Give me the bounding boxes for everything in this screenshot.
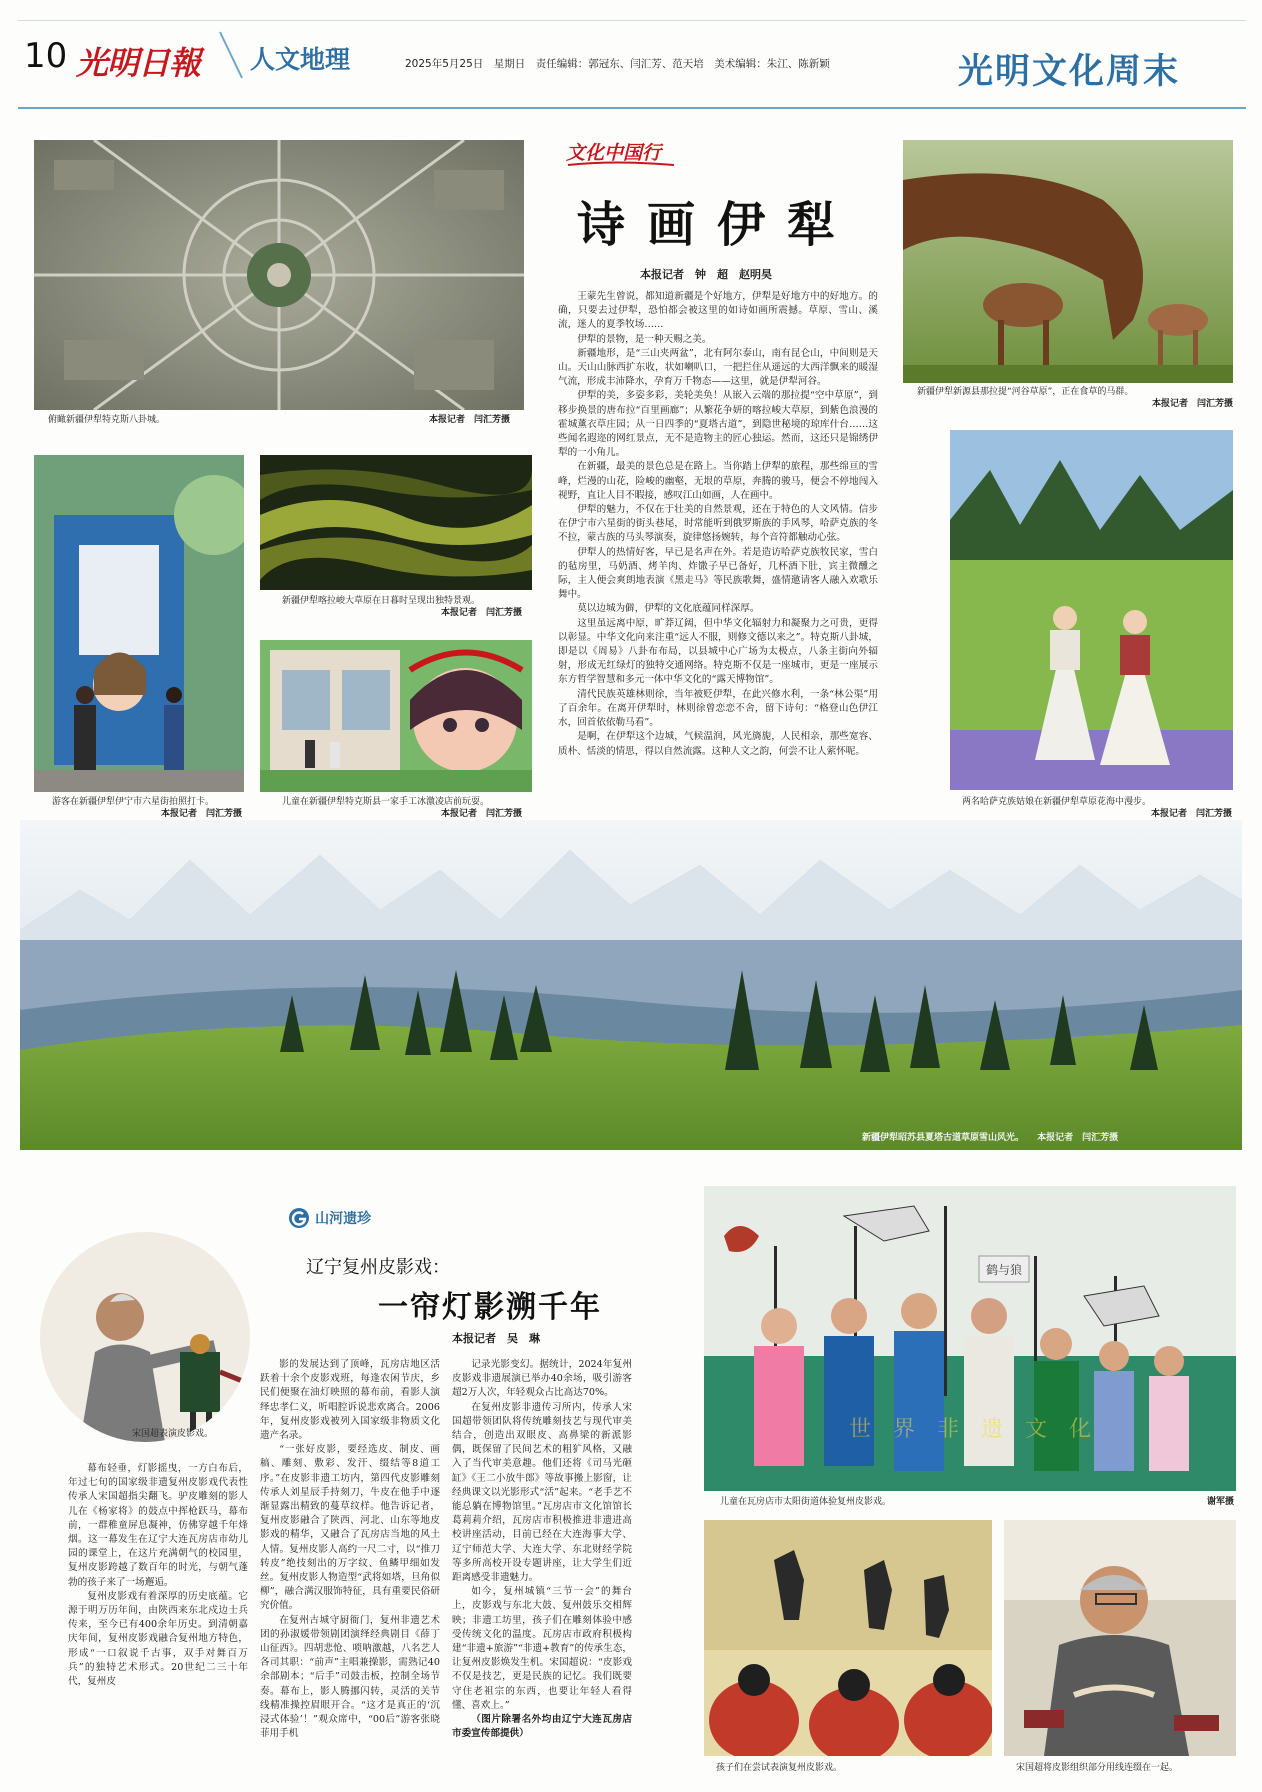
photo-kazakh-girls	[950, 430, 1233, 790]
photo-song-guochao-circle	[40, 1232, 250, 1442]
page-header	[0, 0, 1262, 112]
weekly-title: 光明文化周末	[958, 51, 1181, 92]
header-slash-icon	[216, 30, 246, 80]
section-title: 人文地理	[250, 45, 351, 74]
column-label-text: 山河遗珍	[315, 1211, 372, 1227]
kazakh-girls-illustration	[950, 430, 1233, 790]
caption-bagua	[48, 414, 510, 426]
article2-subtitle: 辽宁复州皮影戏：	[306, 1257, 450, 1278]
photo-mountain-panorama	[20, 820, 1242, 1150]
photo-kalajun-dusk	[260, 455, 532, 590]
paragraph: 伊犁的景物，是一种天赐之美。	[577, 333, 712, 345]
caption-credit: 本报记者 闫汇芳摄	[160, 809, 242, 819]
bagua-city-illustration	[34, 140, 524, 410]
caption-credit: 本报记者 闫汇芳摄	[440, 809, 522, 819]
caption-credit: 谢军摄	[1206, 1497, 1234, 1507]
kalajun-illustration	[260, 455, 532, 590]
caption-credit: 本报记者 闫汇芳摄	[1037, 1133, 1119, 1143]
photo-liuxing-street	[34, 455, 244, 792]
caption-text: 新疆伊犁昭苏县夏塔古道草原雪山风光。	[862, 1133, 1025, 1143]
caption-text: 新疆伊犁喀拉峻大草原在日暮时呈现出独特景观。	[282, 596, 481, 606]
paragraph: 王蒙先生曾说，都知道新疆是个好地方，伊犁是好地方中的好地方。的确，只要去过伊犁，恐怕都会被这里的如诗如画所震撼。草原、雪山、溪流，迷人的夏季牧场……	[558, 291, 878, 331]
article1-title: 诗画伊犁	[577, 197, 858, 253]
caption-text: 游客在新疆伊犁伊宁市六星街拍照打卡。	[52, 797, 215, 807]
photo-song-threading	[1004, 1520, 1236, 1756]
caption-text: 俯瞰新疆伊犁特克斯八卦城。	[48, 415, 166, 425]
caption-circle: 宋国超表演皮影戏。	[132, 1429, 214, 1439]
photo-horses	[903, 140, 1233, 383]
panorama-illustration	[20, 820, 1242, 1150]
paragraph: 伊犁的魅力，不仅在于壮美的自然景观，还在于特色的人文风情。信步在伊宁市六星街的街头巷尾，时常能听到俄罗斯族的手风琴，哈萨克族的冬不拉，蒙古族的马头琴演奏，旋律悠扬婉转，每个音符都触动心弦。	[558, 504, 878, 544]
column-logo: 文化中国行	[566, 142, 662, 164]
caption-icecream	[282, 796, 522, 819]
caption-kids-performing: 孩子们在尝试表演复州皮影戏。	[716, 1763, 843, 1773]
caption-text: 两名哈萨克族姑娘在新疆伊犁草原花海中漫步。	[962, 797, 1152, 807]
paragraph: （图片除署名外均由辽宁大连瓦房店市委宣传部提供）	[452, 1714, 632, 1740]
paragraph: 伊犁人的热情好客，早已是名声在外。若是造访哈萨克族牧民家，雪白的毡房里，马奶酒、烤羊肉、炸馓子早已备好，几杯酒下肚，宾主微醺之际，主人便会爽朗地表演《黑走马》等民族歌舞，盛情邀请客人融入欢歌乐舞中。	[558, 546, 878, 601]
article2-col2	[260, 1358, 440, 1741]
paragraph: 清代民族英雄林则徐，当年被贬伊犁，在此兴修水利，一条“林公渠”用了百余年。在离开伊犁时，林则徐曾恋恋不舍，留下诗句：“格登山色伊江水，回首依依勒马看”。	[558, 688, 878, 729]
header-top-rule	[18, 20, 1246, 21]
article2-col1	[68, 1462, 248, 1689]
caption-credit: 本报记者 闫汇芳摄	[1151, 399, 1233, 409]
article2-col3	[452, 1358, 632, 1741]
caption-text: 儿童在瓦房店市太阳街道体验复州皮影戏。	[720, 1497, 892, 1507]
caption-kalajun	[282, 595, 522, 618]
threading-illustration	[1004, 1520, 1236, 1756]
paragraph: 如今，复州城镇“三节一会”的舞台上，皮影戏与东北大鼓、复州鼓乐交相辉映；非遗工坊里，孩子们在雕刻体验中感受传统文化的温度。瓦房店市政府积极构建“非遗+旅游”“非遗+教育”的传承生态，让复州皮影焕发生机。宋国超说：“皮影戏不仅是技艺，更是民族的记忆。我们既要守住老祖宗的东西，也要让年轻人看得懂、喜欢上。”	[452, 1586, 632, 1711]
paragraph: 是啊，在伊犁这个边城，气候温润，风光旖旎，人民相亲，那些宽容、质朴、恬淡的情思，得以自然流露。这种人文之韵，何尝不让人萦怀呢。	[558, 731, 878, 757]
caption-horses	[917, 386, 1233, 409]
article1-body	[558, 290, 878, 759]
paragraph: 新疆地形，是“三山夹两盆”，北有阿尔泰山，南有昆仑山，中间则是天山。天山山脉西扩东收，状如喇叭口，一把拦住从遥远的大西洋飘来的暖湿气流，形成丰沛降水，孕育万千物态——这里，就是伊犁河谷。	[558, 347, 878, 388]
photo-kids-performing	[704, 1520, 992, 1756]
page-number: 10	[24, 36, 68, 76]
paragraph: 在复州皮影非遗传习所内，传承人宋国超带领团队将传统雕刻技艺与现代审美结合，创造出双眼皮、高鼻梁的新派影偶，既保留了民间艺术的粗犷风格，又融入了当代审美意趣。他们还将《司马光砸缸》《王二小放牛郎》等故事搬上影窗，让经典课文以光影形式“活”起来。“老手艺不能总躺在博物馆里。”瓦房店市文化馆馆长葛莉莉介绍，瓦房店市积极推进非遗进高校讲座活动，目前已经在大连海事大学、辽宁师范大学、大连大学、东北财经学院等多所高校开设专题讲座，让大学生们近距离感受非遗魅力。	[452, 1401, 632, 1584]
caption-children-puppets	[720, 1496, 1234, 1508]
caption-credit: 本报记者 闫汇芳摄	[440, 608, 522, 618]
liuxing-illustration	[34, 455, 244, 792]
article1-byline: 本报记者 钟 超 赵明昊	[640, 268, 772, 281]
paragraph: 影的发展达到了顶峰，瓦房店地区活跃着十余个皮影戏班，每逢农闲节庆，乡民们便聚在油灯映照的幕布前，看影人演绎忠孝仁义，听唱腔诉说悲欢离合。2006年，复州皮影戏被列入国家级非物质文化遗产名录。	[260, 1359, 440, 1442]
caption-threading: 宋国超将皮影组织部分用线连缀在一起。	[1016, 1763, 1179, 1773]
paragraph: 莫以边城为僻，伊犁的文化底蕴同样深厚。	[577, 603, 760, 615]
children-puppets-illustration	[704, 1186, 1236, 1491]
header-rule	[18, 107, 1246, 109]
article2-title: 一帘灯影溯千年	[378, 1290, 602, 1325]
puppeteer-illustration	[40, 1232, 250, 1442]
paragraph: 记录光影变幻。据统计，2024年复州皮影戏非遗展演已举办40余场，吸引游客超2万人次，年轻观众占比高达70%。	[452, 1359, 632, 1399]
caption-credit: 本报记者 闫汇芳摄	[428, 415, 510, 425]
paragraph: 在复州古城守厨衙门，复州非遗艺术团的孙淑媛带领剧团演绎经典剧目《薛丁山征西》。四胡悲怆、唢呐激越，八名艺人各司其职：“前声”主唱兼操影，需熟记40余部剧本；“后手”司鼓击板，控制全场节奏。幕布上，影人腾挪闪转，灵活的关节线精准操控眉眼开合。“这才是真正的‘沉浸式体验’！”观众席中，“00后”游客张晓菲用手机	[260, 1614, 440, 1740]
paragraph: 复州皮影戏有着深厚的历史底蕴。它源于明万历年间，由陕西来东北戍边士兵传来，至今已有400余年历史。到清朝嘉庆年间，复州皮影戏融合复州地方特色，形成“一口叙说千古事，双手对舞百万兵”的独特艺术形式。20世纪二三十年代，复州皮	[68, 1590, 248, 1688]
puppet-sign-text: 鹤与狼	[985, 1263, 1023, 1277]
photo-bagua-city	[34, 140, 524, 410]
kids-performing-illustration	[704, 1520, 992, 1756]
photo-children-puppets	[704, 1186, 1236, 1491]
paper-name-logo: 光明日報	[76, 44, 201, 82]
article2-byline: 本报记者 吴 琳	[452, 1332, 540, 1345]
header-meta: 2025年5月25日 星期日 责任编辑：郭冠东、闫汇芳、范天培 美术编辑：朱江、陈新颖	[405, 58, 830, 70]
paragraph: 这里虽远离中原，旷莽辽阔，但中华文化辐射力和凝聚力之可贵，更得以彰显。中华文化向来注重“远人不服，则修文德以来之”。特克斯八卦城，即是以《周易》八卦布布局，以县城中心广场为太极点，八条主街向外辐射，形成无红绿灯的独特交通网络。特克斯不仅是一座城市，更是一座展示东方哲学智慧和多元一体中华文化的“露天博物馆”。	[558, 617, 878, 686]
horses-illustration	[903, 140, 1233, 383]
g-logo-icon	[288, 1207, 310, 1229]
photo-icecream-shop	[260, 640, 532, 792]
logo-underline-icon	[566, 160, 676, 168]
caption-liuxing	[52, 796, 242, 819]
banner-text: 世 界 非 遗 文 化	[848, 1417, 1092, 1442]
paragraph: 幕布轻垂，灯影摇曳，一方白布后，年过七旬的国家级非遗复州皮影戏代表性传承人宋国超指尖翻飞。驴皮雕刻的影人儿在《杨家将》的鼓点中挥枪跃马，幕布前，一群稚童屏息凝神，仿佛穿越千年烽烟。这一幕发生在辽宁大连瓦房店市幼儿园的课堂上，在这片充满朝气的校园里，复州皮影跨越了数百年的时光，与朝气蓬勃的孩子来了一场邂逅。	[68, 1463, 248, 1588]
caption-credit: 本报记者 闫汇芳摄	[1150, 809, 1232, 819]
paragraph: 在新疆，最美的景色总是在路上。当你踏上伊犁的旅程，那些绵亘的雪峰，烂漫的山花，险峻的幽壑，无垠的草原，奔腾的骏马，便会不停地闯入视野，直让人目不暇接，感叹江山如画，人在画中。	[558, 461, 878, 501]
paragraph: “一张好皮影，要经选皮、制皮、画稿、雕刻、敷彩、发汗、缀结等8道工序。”在皮影非遗工坊内，第四代皮影雕刻传承人刘星辰手持刻刀，牛皮在他手中逐渐显露出精致的蔓草纹样。他告诉记者，复州皮影融合了陕西、河北、山东等地皮影戏的精华，又融合了瓦房店当地的风土人情。复州皮影人高约一尺二寸，以“推刀转皮”绝技刻出的万字纹、鱼鳞甲细如发丝。复州皮影人物造型“武将如塔，旦角似柳”，融合满汉服饰特征，具有重要民俗研究价值。	[260, 1444, 440, 1612]
caption-panorama	[862, 1132, 1232, 1144]
paragraph: 伊犁的美，多姿多彩，美轮美奂！从嵌入云端的那拉提“空中草原”，到移步换景的唐布拉“百里画廊”；从繁花争妍的喀拉峻大草原，到紫色浪漫的霍城薰衣草庄园；从一日四季的“夏塔古道”，到隐世秘境的琼库什台……这些闻名遐迩的网红景点，无不是造物主的匠心独运。然而，这还只是锦绣伊犁的一小角儿。	[558, 390, 878, 459]
icecream-illustration	[260, 640, 532, 792]
caption-text: 儿童在新疆伊犁特克斯县一家手工冰激凌店前玩耍。	[282, 797, 490, 807]
caption-text: 新疆伊犁新源县那拉提“河谷草原”，正在食草的马群。	[917, 387, 1134, 397]
article2-column-label	[288, 1207, 371, 1229]
caption-kazakh-girls	[962, 796, 1232, 819]
